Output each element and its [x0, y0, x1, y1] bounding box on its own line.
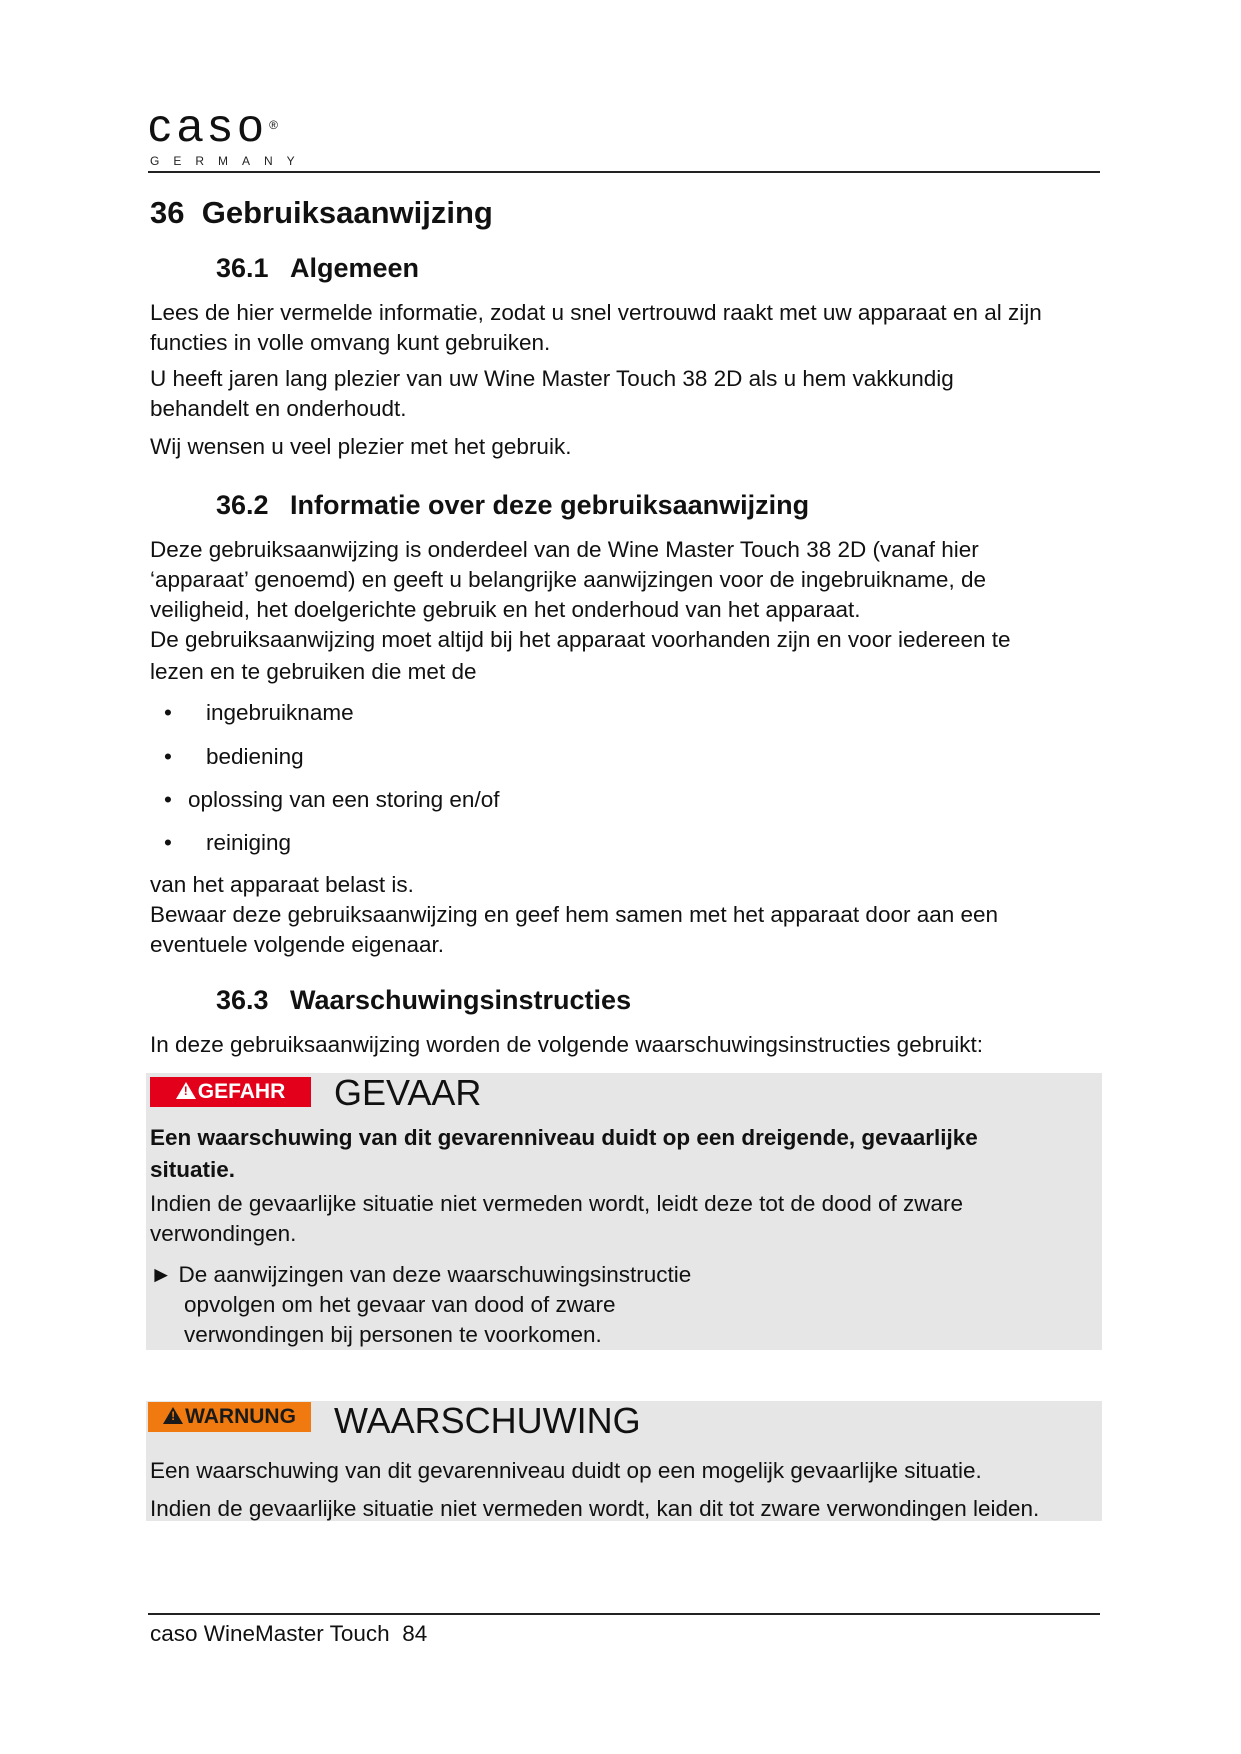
text-line: verwondingen.: [150, 1221, 297, 1246]
footer-title: caso WineMaster Touch: [150, 1621, 390, 1646]
danger-text: [150, 1189, 963, 1249]
signal-word-title: WAARSCHUWING: [334, 1400, 641, 1441]
warning-triangle-icon: !: [163, 1407, 183, 1424]
text-line: veiligheid, het doelgerichte gebruik en het onderhoud van het apparaat.: [150, 597, 861, 622]
section-number: 36.2: [216, 490, 269, 520]
text-line: Lees de hier vermelde informatie, zodat u snel vertrouwd raakt met uw apparaat en al zijn: [150, 300, 1042, 325]
arrow-right-icon: ►: [150, 1262, 173, 1287]
text-line: situatie.: [150, 1157, 236, 1182]
warning-text: [150, 1452, 1039, 1528]
text-line: De aanwijzingen van deze waarschuwingsinstructie: [178, 1262, 692, 1287]
list-item: • ingebruikname: [164, 698, 354, 728]
list-item: • reiniging: [164, 828, 291, 858]
warning-badge: ! WARNUNG: [148, 1402, 311, 1432]
text-line: behandelt en onderhoudt.: [150, 396, 407, 421]
section-title: Waarschuwingsinstructies: [290, 985, 632, 1015]
section-heading-informatie: [216, 487, 809, 523]
text-line: Indien de gevaarlijke situatie niet vermeden wordt, kan dit tot zware verwondingen leiden.: [150, 1496, 1040, 1521]
bullet-icon: •: [164, 830, 172, 855]
text-line: Bewaar deze gebruiksaanwijzing en geef hem samen met het apparaat door aan een: [150, 902, 999, 927]
signal-word-title: GEVAAR: [334, 1072, 482, 1113]
paragraph: [150, 432, 1100, 462]
list-item: • oplossing van een storing en/of: [164, 785, 499, 815]
text-line: lezen en te gebruiken die met de: [150, 659, 477, 684]
section-number: 36.3: [216, 985, 269, 1015]
text-line: Een waarschuwing van dit gevarenniveau duidt op een mogelijk gevaarlijke situatie.: [150, 1458, 982, 1483]
logo-subtitle: GERMANY: [150, 154, 309, 168]
warning-triangle-icon: !: [176, 1082, 196, 1099]
section-number: 36.1: [216, 253, 269, 283]
logo-text: caso: [148, 99, 270, 151]
text-line: De gebruiksaanwijzing moet altijd bij het apparaat voorhanden zijn en voor iedereen te: [150, 627, 1011, 652]
bullet-icon: •: [164, 787, 172, 812]
text-line: Indien de gevaarlijke situatie niet vermeden wordt, leidt deze tot de dood of zware: [150, 1191, 963, 1216]
text-line: U heeft jaren lang plezier van uw Wine Master Touch 38 2D als u hem vakkundig: [150, 366, 954, 391]
paragraph: [150, 870, 1100, 960]
text-line: van het apparaat belast is.: [150, 872, 414, 897]
header-divider: [148, 171, 1100, 173]
danger-badge: ! GEFAHR: [150, 1077, 311, 1107]
text-line: Deze gebruiksaanwijzing is onderdeel van de Wine Master Touch 38 2D (vanaf hier: [150, 537, 979, 562]
chapter-heading: [150, 193, 493, 233]
section-heading-waarschuwingsinstructies: [216, 982, 631, 1018]
text-line: verwondingen bij personen te voorkomen.: [184, 1322, 602, 1347]
logo-registered-mark: ®: [269, 118, 279, 132]
warning-notice-box: [146, 1401, 1102, 1521]
bullet-icon: •: [164, 744, 172, 769]
page-footer: [150, 1619, 427, 1649]
section-title: Algemeen: [290, 253, 420, 283]
chapter-number: 36: [150, 195, 185, 230]
text-line: In deze gebruiksaanwijzing worden de volgende waarschuwingsinstructies gebruikt:: [150, 1032, 983, 1057]
paragraph: [150, 364, 1100, 424]
section-heading-algemeen: [216, 250, 419, 286]
paragraph: [150, 1030, 1100, 1060]
bullet-icon: •: [164, 700, 172, 725]
text-line: ‘apparaat’ genoemd) en geeft u belangrijke aanwijzingen voor de ingebruikname, de: [150, 567, 986, 592]
section-title: Informatie over deze gebruiksaanwijzing: [290, 490, 810, 520]
brand-logo: [148, 100, 278, 150]
text-line: opvolgen om het gevaar van dood of zware: [184, 1292, 616, 1317]
list-item: • bediening: [164, 742, 304, 772]
footer-divider: [148, 1613, 1100, 1615]
page-number: 84: [402, 1621, 428, 1646]
text-line: Wij wensen u veel plezier met het gebruik.: [150, 434, 572, 459]
text-line: Een waarschuwing van dit gevarenniveau duidt op een dreigende, gevaarlijke: [150, 1125, 978, 1150]
text-line: eventuele volgende eigenaar.: [150, 932, 444, 957]
paragraph: [150, 298, 1100, 358]
danger-bold-text: [150, 1122, 978, 1186]
danger-notice-box: [146, 1073, 1102, 1350]
text-line: functies in volle omvang kunt gebruiken.: [150, 330, 551, 355]
chapter-title: Gebruiksaanwijzing: [201, 195, 493, 230]
paragraph: [150, 535, 1100, 687]
danger-instruction: [150, 1260, 691, 1350]
